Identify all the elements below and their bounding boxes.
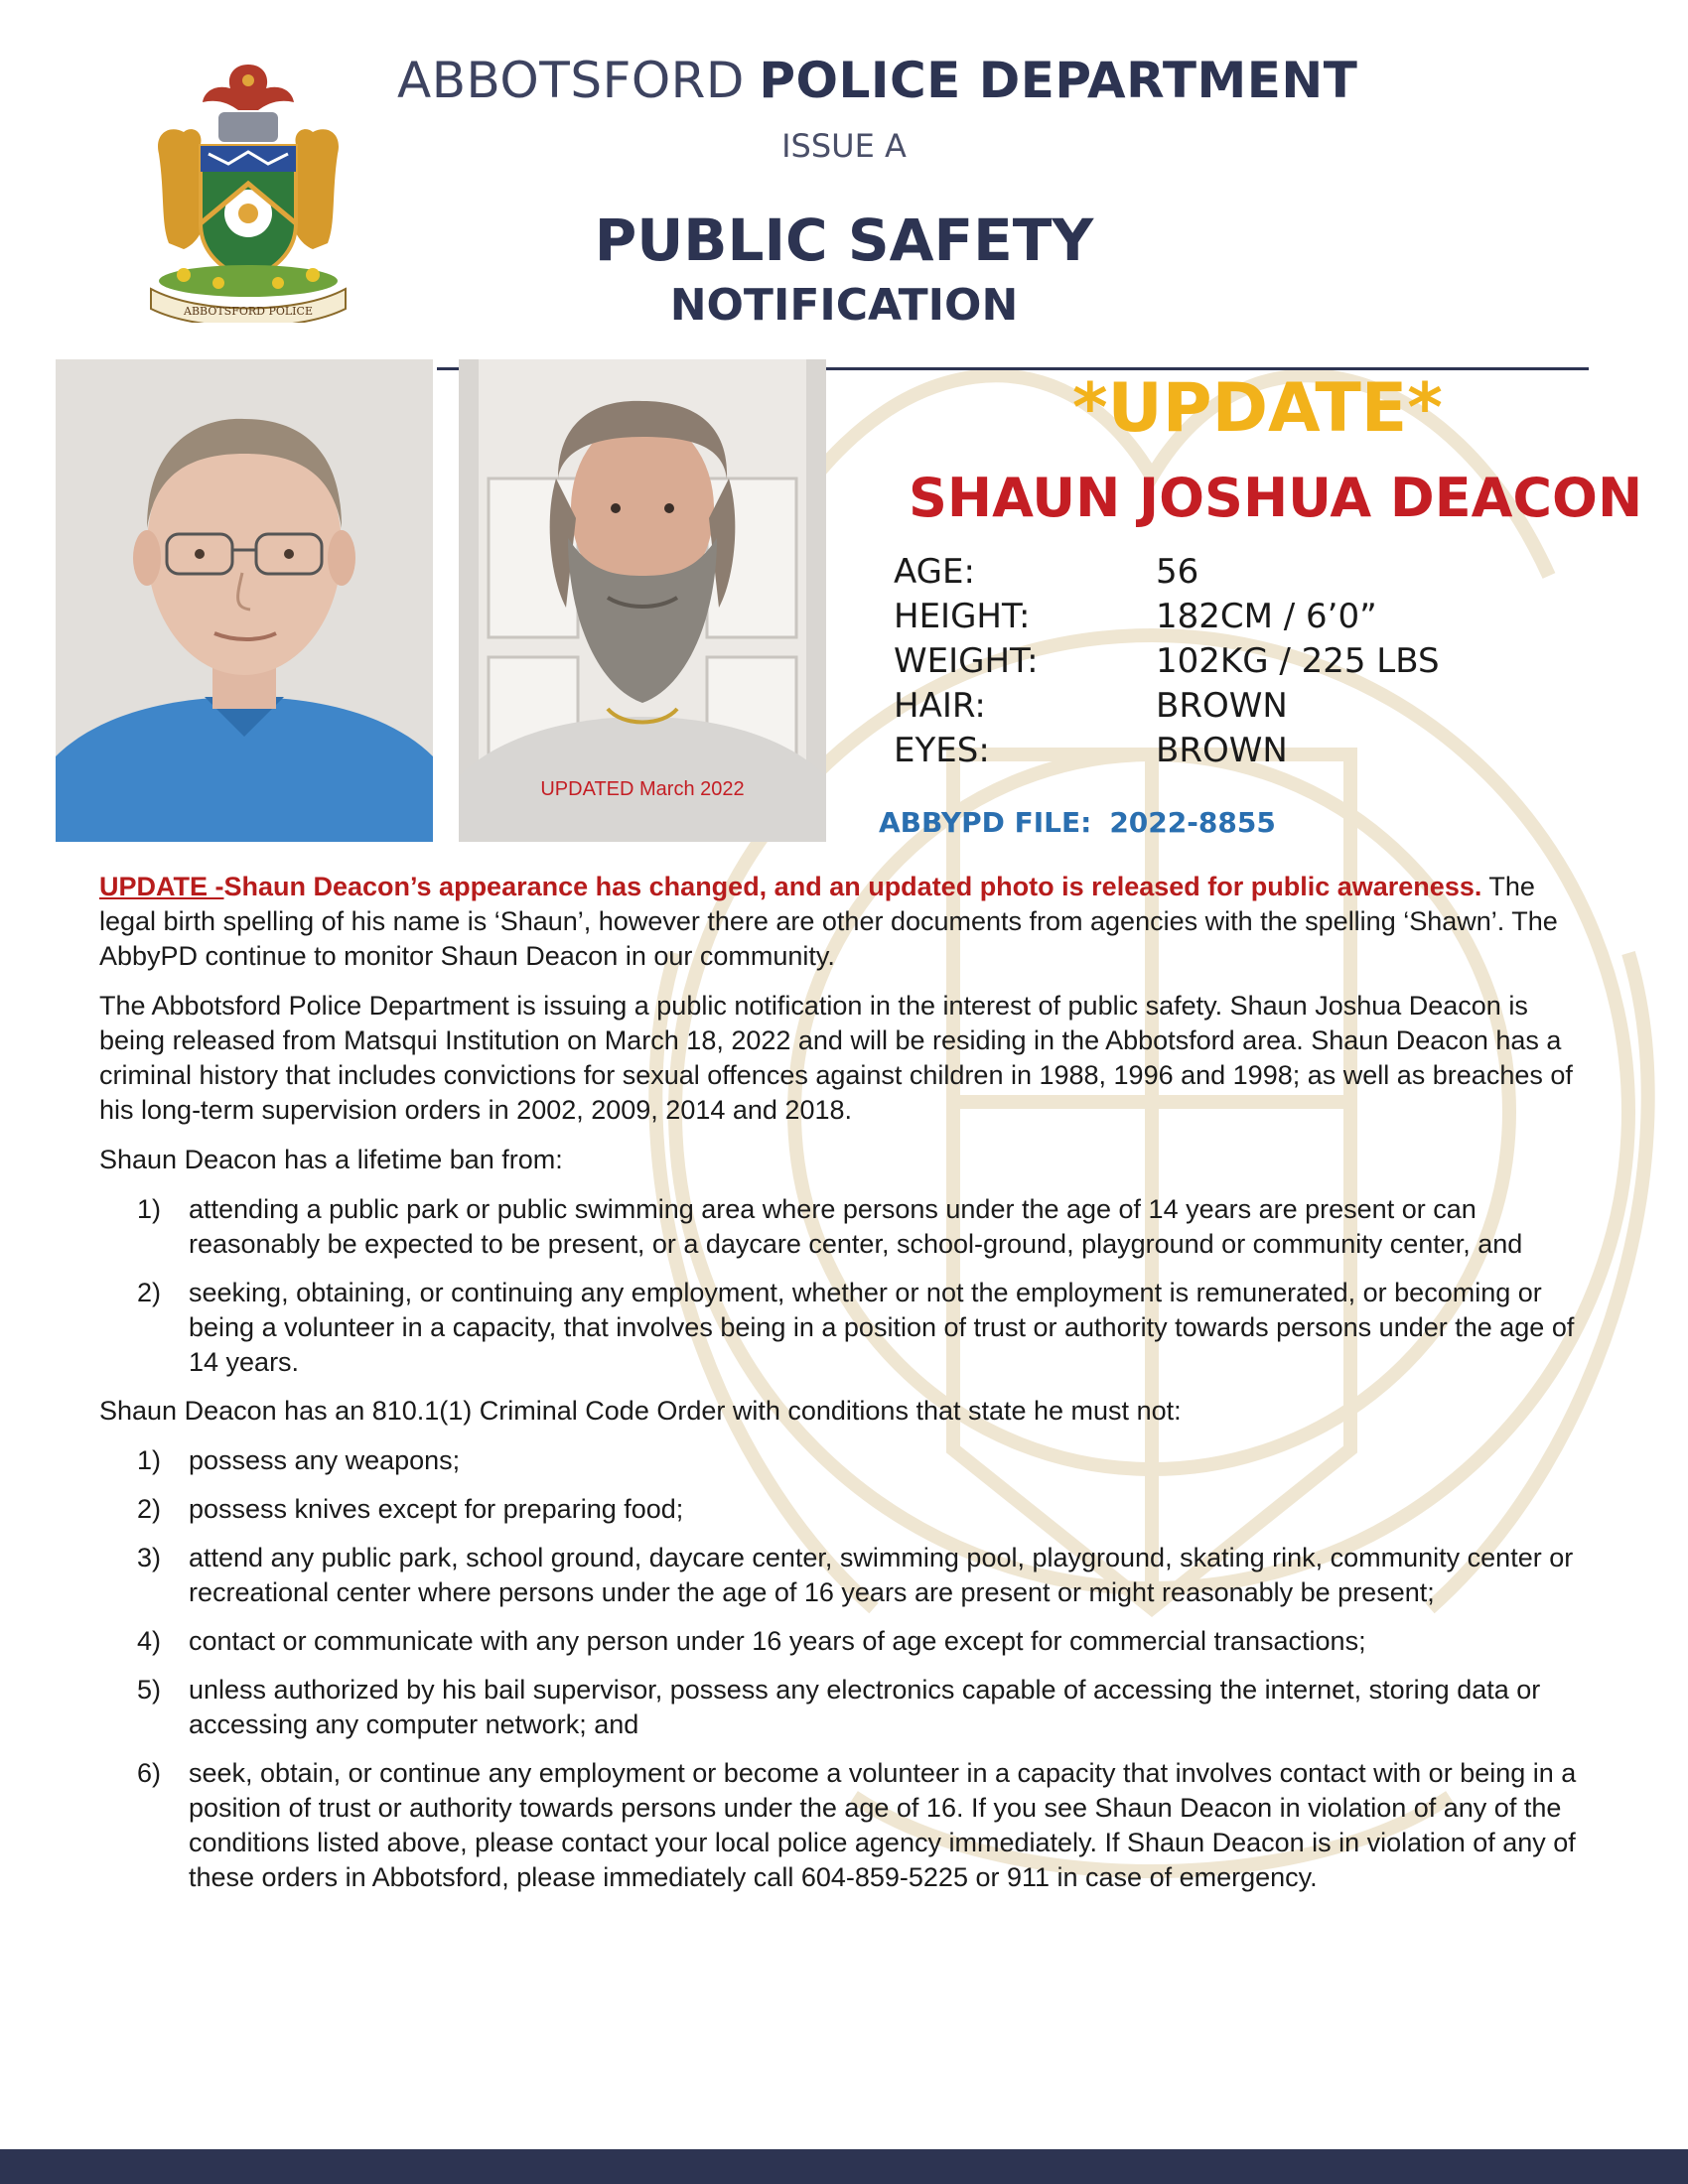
stat-row-age (894, 552, 1440, 597)
subject-photo-original (56, 359, 433, 842)
stat-row-hair (894, 686, 1440, 731)
stat-label: HAIR: (894, 686, 986, 726)
page-title: PUBLIC SAFETY (594, 206, 1094, 274)
list-item (99, 1276, 1599, 1380)
update-paragraph (99, 870, 1599, 974)
list-text: attend any public park, school ground, daycare center, swimming pool, playground, skating rink, community center or recreational center where persons under the age of 16 years are present or might reasonably be present; (189, 1543, 1574, 1607)
stat-value: 102KG / 225 LBS (1156, 641, 1440, 681)
stat-value: 182CM / 6’0” (1156, 597, 1377, 636)
org-name (397, 52, 1358, 109)
stat-value: 56 (1156, 552, 1199, 592)
stat-label: EYES: (894, 731, 990, 770)
list-number: 5) (137, 1675, 162, 1705)
list-number: 3) (137, 1543, 162, 1572)
list-number: 2) (137, 1494, 162, 1524)
stat-label: WEIGHT: (894, 641, 1039, 681)
list-number: 2) (137, 1278, 162, 1307)
list-item (99, 1624, 1599, 1659)
file-number-value: 2022-8855 (1109, 806, 1276, 839)
org-name-light: ABBOTSFORD (397, 52, 745, 109)
stat-value: BROWN (1156, 686, 1288, 726)
list-text: possess knives except for preparing food; (189, 1494, 684, 1524)
list-number: 6) (137, 1758, 162, 1788)
stat-label: AGE: (894, 552, 975, 592)
list-text: seek, obtain, or continue any employment or become a volunteer in a capacity that involves contact with or being in a position of trust or authority towards persons under the age of 16. If you see Shaun Deacon in violation of any of the conditions listed above, please contact your local police agency immediately. If Shaun Deacon is in violation of any of these orders in Abbotsford, please immediately call 604-859-5225 or 911 in case of emergency. (189, 1758, 1577, 1892)
list-number: 4) (137, 1626, 162, 1656)
list-item (99, 1492, 1599, 1527)
stat-row-eyes (894, 731, 1440, 775)
file-number (879, 806, 1276, 839)
subject-stats (894, 552, 1440, 775)
stat-row-height (894, 597, 1440, 641)
page-subtitle: NOTIFICATION (669, 280, 1019, 331)
list-item (99, 1443, 1599, 1478)
list-text: contact or communicate with any person under 16 years of age except for commercial transactions; (189, 1626, 1366, 1656)
subject-name: SHAUN JOSHUA DEACON (909, 467, 1643, 529)
photo-caption: UPDATED March 2022 (540, 778, 745, 800)
update-label: UPDATE - (99, 872, 224, 901)
ban-list (99, 1192, 1599, 1380)
stat-row-weight (894, 641, 1440, 686)
stat-value: BROWN (1156, 731, 1288, 770)
ban-intro: Shaun Deacon has a lifetime ban from: (99, 1145, 563, 1174)
list-text: seeking, obtaining, or continuing any employment, whether or not the employment is remunerated, or becoming or being a volunteer in a capacity, that involves being in a position of trust or authority towards persons under the age of 14 years. (189, 1278, 1575, 1377)
list-text: attending a public park or public swimming area where persons under the age of 14 years are present or can reasonably be expected to be present, or a daycare center, school-ground, playground or community center, and (189, 1194, 1523, 1259)
file-label: ABBYPD FILE: (879, 806, 1092, 839)
list-item (99, 1673, 1599, 1742)
list-text: unless authorized by his bail supervisor, possess any electronics capable of accessing the internet, storing data or accessing any computer network; and (189, 1675, 1541, 1739)
list-text: possess any weapons; (189, 1445, 461, 1475)
police-crest-logo (139, 55, 357, 323)
list-item (99, 1192, 1599, 1262)
update-rest-text: The legal birth spelling of his name is ‘Shaun’, however there are other documents from agencies with the spelling ‘Shawn’. The AbbyPD continue to monitor Shaun Deacon in our community. (99, 872, 1558, 971)
org-name-bold: POLICE DEPARTMENT (759, 52, 1358, 109)
release-paragraph: The Abbotsford Police Department is issuing a public notification in the interest of public safety. Shaun Joshua Deacon is being released from Matsqui Institution on March 18, 2022 and will be residing in the Abbotsford area. Shaun Deacon has a criminal history that includes convictions for sexual offences against children in 1988, 1996 and 1998; as well as breaches of his long-term supervision orders in 2002, 2009, 2014 and 2018. (99, 991, 1573, 1125)
subject-photo-updated (459, 359, 826, 842)
notice-body (99, 870, 1599, 1909)
svg-text:ABBOTSFORD POLICE: ABBOTSFORD POLICE (184, 305, 313, 318)
footer-bar (0, 2149, 1688, 2184)
order-intro: Shaun Deacon has an 810.1(1) Criminal Code Order with conditions that state he must not: (99, 1396, 1182, 1426)
list-number: 1) (137, 1445, 162, 1475)
issue-label: ISSUE A (781, 127, 907, 165)
stat-label: HEIGHT: (894, 597, 1031, 636)
list-item (99, 1541, 1599, 1610)
update-bold-text: Shaun Deacon’s appearance has changed, and an updated photo is released for public awareness. (223, 872, 1482, 901)
order-list (99, 1443, 1599, 1895)
list-number: 1) (137, 1194, 162, 1224)
update-tag: *UPDATE* (1072, 369, 1443, 448)
list-item (99, 1756, 1599, 1895)
